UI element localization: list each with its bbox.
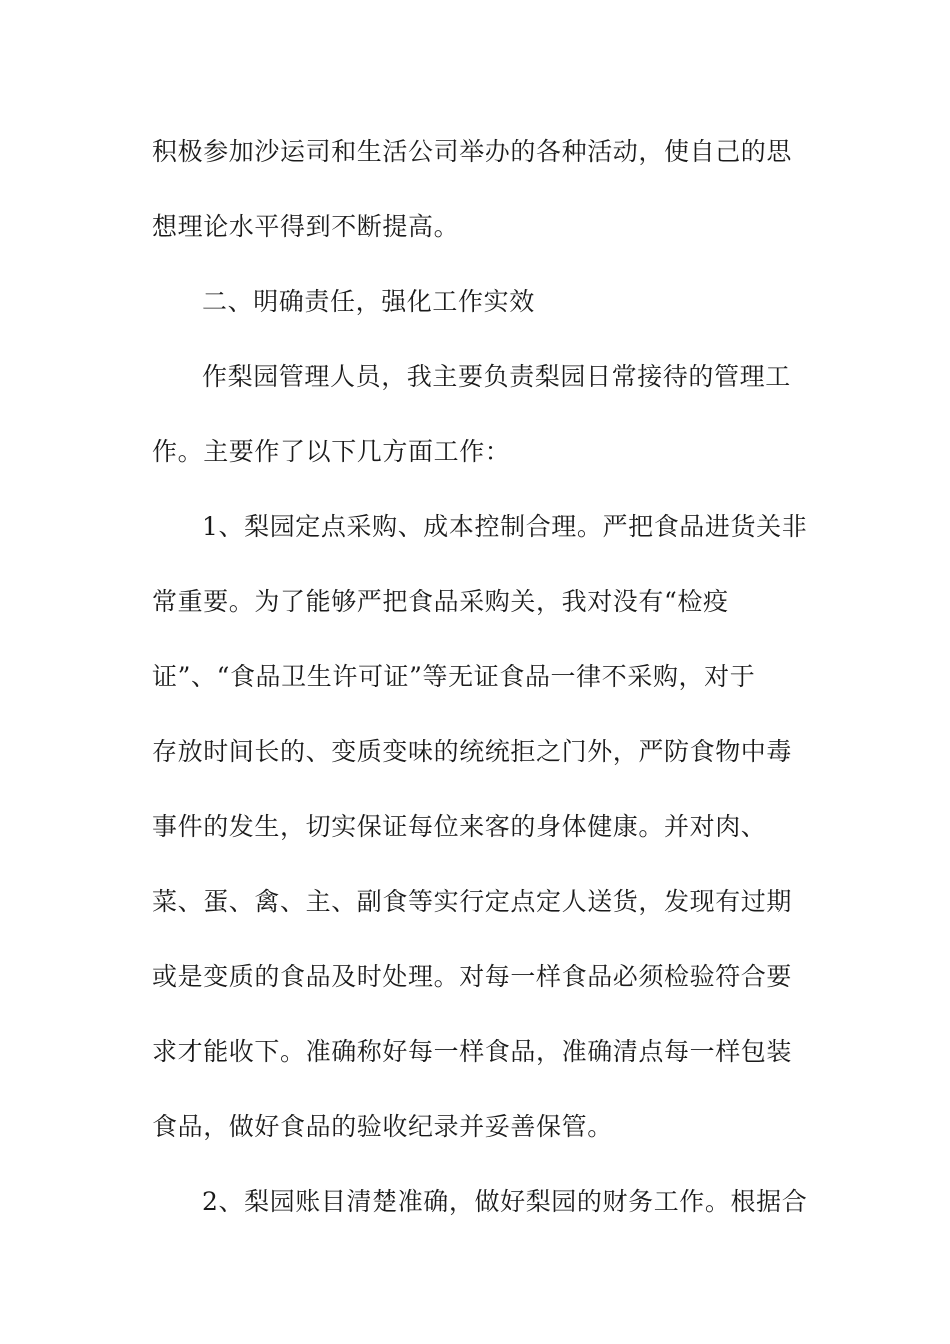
text-line-8: 证”、“食品卫生许可证”等无证食品一律不采购，对于: [152, 662, 756, 691]
item-1-start: 1、梨园定点采购、成本控制合理。严把食品进货关非: [202, 512, 808, 541]
text-line-7: 常重要。为了能够严把食品采购关，我对没有“检疫: [152, 587, 729, 616]
text-line-5: 作。主要作了以下几方面工作：: [152, 437, 511, 466]
text-line-12: 或是变质的食品及时处理。对每一样食品必须检验符合要: [152, 962, 793, 991]
text-line-11: 菜、蛋、禽、主、副食等实行定点定人送货，发现有过期: [152, 887, 793, 916]
text-line-1: 积极参加沙运司和生活公司举办的各种活动，使自己的思: [152, 137, 793, 166]
item-2-start: 2、梨园账目清楚准确，做好梨园的财务工作。根据合: [202, 1187, 808, 1216]
text-line-13: 求才能收下。准确称好每一样食品，准确清点每一样包装: [152, 1037, 793, 1066]
section-heading: 二、明确责任，强化工作实效: [202, 287, 535, 316]
text-line-14: 食品，做好食品的验收纪录并妥善保管。: [152, 1112, 613, 1141]
text-line-10: 事件的发生，切实保证每位来客的身体健康。并对肉、: [152, 812, 767, 841]
text-line-2: 想理论水平得到不断提高。: [152, 212, 460, 241]
text-line-9: 存放时间长的、变质变味的统统拒之门外，严防食物中毒: [152, 737, 793, 766]
paragraph-start: 作梨园管理人员，我主要负责梨园日常接待的管理工: [202, 362, 791, 391]
